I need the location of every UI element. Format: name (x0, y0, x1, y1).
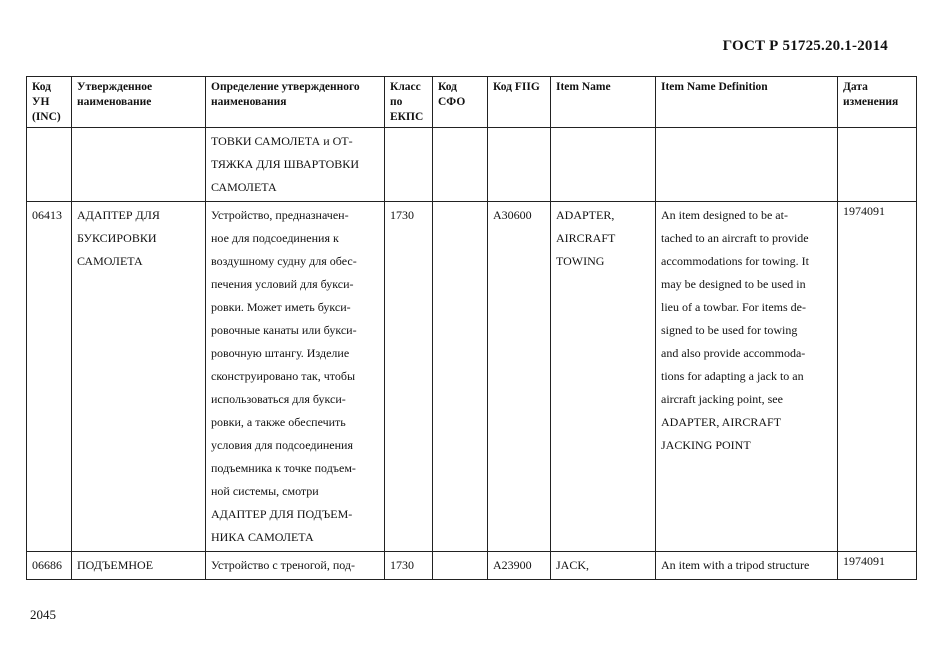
classification-table (26, 76, 917, 580)
cell-date (838, 128, 917, 202)
cell-fiig: A23900 (488, 552, 551, 580)
header-fiig: Код FIIG (488, 77, 551, 128)
table-row (27, 202, 917, 552)
header-definition: Определение утвержденного наименования (206, 77, 385, 128)
cell-inc (27, 128, 72, 202)
cell-name: ПОДЪЕМНОЕ (72, 552, 206, 580)
cell-sfo (433, 202, 488, 552)
cell-definition: Устройство, предназначен- ное для подсоединения к воздушному судну для обес- печения условий для букси- ровки. Может иметь букси- ровочные канаты или букси- ровочную штангу. Изделие сконструировано так, чтобы использоваться для букси- ровки, а также обеспечить условия для подсоединения подъемника к точке подъем- ной системы, смотри АДАПТЕР ДЛЯ ПОДЪЕМ- НИКА САМОЛЕТА (206, 202, 385, 552)
cell-date: 1974091 (838, 552, 917, 580)
cell-item-name (551, 128, 656, 202)
header-sfo: Код СФО (433, 77, 488, 128)
cell-class: 1730 (385, 202, 433, 552)
header-item-name: Item Name (551, 77, 656, 128)
cell-sfo (433, 128, 488, 202)
cell-class: 1730 (385, 552, 433, 580)
header-approved-name: Утвержденное наименование (72, 77, 206, 128)
header-inc: Код УН (INC) (27, 77, 72, 128)
table-row (27, 128, 917, 202)
cell-fiig: A30600 (488, 202, 551, 552)
header-class: Класс по ЕКПС (385, 77, 433, 128)
cell-item-definition: An item designed to be at- tached to an aircraft to provide accommodations for towing. It may be designed to be used in lieu of a towbar. For items de- signed to be used for towing and also provide accommoda- tions for adapting a jack to an aircraft jacking point, see ADAPTER, AIRCRAFT JACKING POINT (656, 202, 838, 552)
cell-name (72, 128, 206, 202)
cell-name: АДАПТЕР ДЛЯ БУКСИРОВКИ САМОЛЕТА (72, 202, 206, 552)
cell-item-definition (656, 128, 838, 202)
cell-definition: Устройство с треногой, под- (206, 552, 385, 580)
page-number: 2045 (30, 607, 56, 622)
document-standard-number: ГОСТ Р 51725.20.1-2014 (722, 38, 888, 54)
cell-item-name: JACK, (551, 552, 656, 580)
cell-inc: 06686 (27, 552, 72, 580)
cell-item-definition: An item with a tripod structure (656, 552, 838, 580)
header-item-name-definition: Item Name Definition (656, 77, 838, 128)
cell-definition: ТОВКИ САМОЛЕТА и ОТ- ТЯЖКА ДЛЯ ШВАРТОВКИ САМОЛЕТА (206, 128, 385, 202)
cell-inc: 06413 (27, 202, 72, 552)
table-row (27, 552, 917, 580)
cell-date: 1974091 (838, 202, 917, 552)
table-header-row (27, 77, 917, 128)
cell-item-name: ADAPTER, AIRCRAFT TOWING (551, 202, 656, 552)
cell-fiig (488, 128, 551, 202)
header-date: Дата изменения (838, 77, 917, 128)
cell-sfo (433, 552, 488, 580)
cell-class (385, 128, 433, 202)
